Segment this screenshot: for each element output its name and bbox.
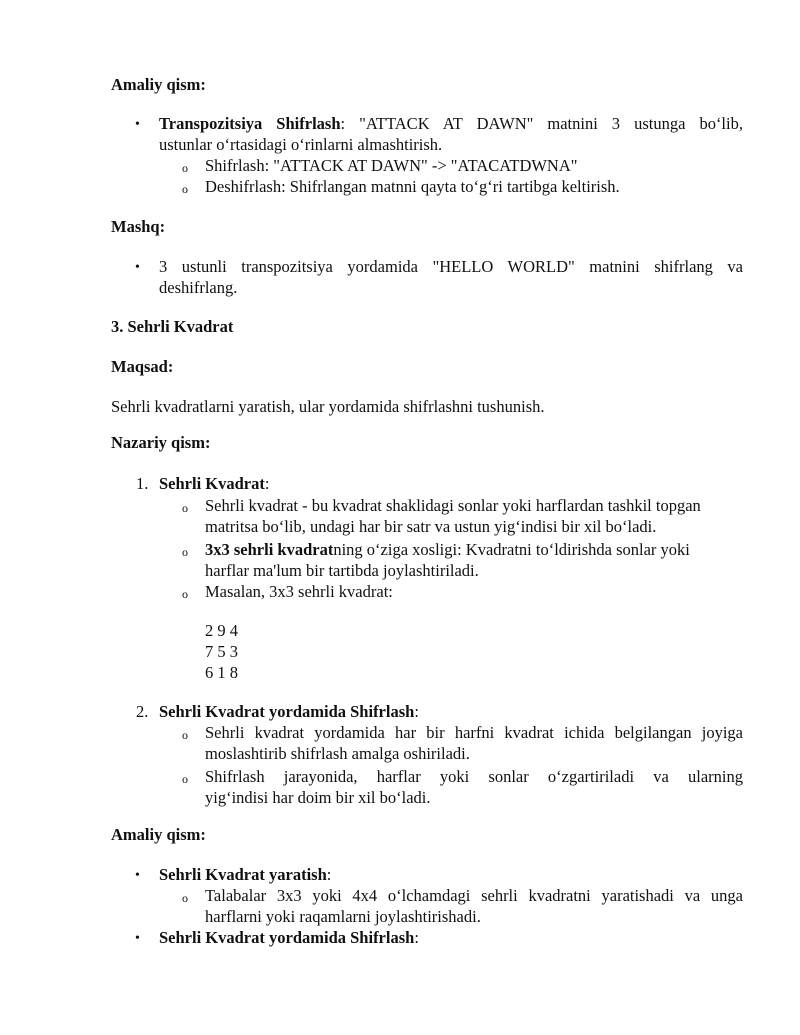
- sub-bullet-marker: o: [182, 545, 188, 559]
- sub-bullet-marker: o: [182, 728, 188, 742]
- sub-item-definition-line1: Sehrli kvadrat - bu kvadrat shaklidagi sonlar yoki harflardan tashkil topgan: [205, 496, 701, 515]
- bullet-colon: :: [326, 865, 332, 884]
- sub-item-masalan: Masalan, 3x3 sehrli kvadrat:: [205, 582, 393, 601]
- list-number: 1.: [136, 474, 149, 493]
- sub-item-definition-line2: matritsa bo‘lib, undagi har bir satr va ustun yig‘indisi bir xil bo‘ladi.: [205, 517, 657, 536]
- bullet-marker: •: [135, 868, 140, 883]
- list-item-colon: :: [264, 474, 270, 493]
- sub-item-harf-line1-text: Sehrli kvadrat yordamida har bir harfni kvadrat ichida belgilangan joyiga: [205, 723, 743, 742]
- sub-item-3x3-rest: ning o‘ziga xosligi: Kvadratni to‘ldirishda sonlar yoki: [333, 540, 690, 559]
- sub-item-jarayon-line1: Shifrlash jarayonida, harflar yoki sonlar o‘zgartiriladi va ularning: [205, 767, 743, 786]
- sub-bullet-marker: o: [182, 182, 188, 196]
- list-item-bold-label: Sehrli Kvadrat yordamida Shifrlash: [159, 702, 415, 721]
- magic-square-row: 7 5 3: [205, 642, 238, 661]
- sub-bullet-marker: o: [182, 891, 188, 905]
- bullet-bold-label: Sehrli Kvadrat yaratish: [159, 865, 327, 884]
- section-heading-maqsad: Maqsad:: [111, 357, 174, 376]
- bullet-text: : "ATTACK AT DAWN" matnini 3 ustunga bo‘lib,: [340, 114, 743, 133]
- list-item-sehrli-shifrlash: [159, 701, 419, 723]
- bullet-bold-label: Transpozitsiya Shifrlash: [159, 114, 341, 133]
- sub-bullet-marker: o: [182, 161, 188, 175]
- list-item-sehrli-kvadrat: [159, 473, 269, 495]
- sub-item-3x3-bold: 3x3 sehrli kvadrat: [205, 540, 334, 559]
- section-title-sehrli-kvadrat: 3. Sehrli Kvadrat: [111, 317, 234, 336]
- bullet-transpozitsiya-line1: [159, 113, 743, 135]
- sub-bullet-marker: o: [182, 501, 188, 515]
- sub-item-jarayon-line2: yig‘indisi har doim bir xil bo‘ladi.: [205, 788, 431, 807]
- bullet-transpozitsiya-line2: ustunlar o‘rtasidagi o‘rinlarni almashtirish.: [159, 135, 443, 154]
- bullet-marker: •: [135, 260, 140, 275]
- sub-item-harf-line2: moslashtirib shifrlash amalga oshiriladi.: [205, 744, 470, 763]
- bullet-colon: :: [414, 928, 419, 947]
- mashq-line2: deshifrlang.: [159, 278, 238, 297]
- maqsad-text: Sehrli kvadratlarni yaratish, ular yordamida shifrlashni tushunish.: [111, 397, 545, 416]
- sub-bullet-marker: o: [182, 772, 188, 786]
- sub-item-shifrlash: Shifrlash: "ATTACK AT DAWN" -> "ATACATDWNA": [205, 156, 578, 175]
- sub-item-talabalar-line2: harflarni yoki raqamlarni joylashtirishadi.: [205, 907, 481, 926]
- magic-square-row: 2 9 4: [205, 621, 238, 640]
- mashq-line1-text: 3 ustunli transpozitsiya yordamida "HELLO WORLD" matnini shifrlang va: [159, 257, 743, 276]
- bullet-marker: •: [135, 931, 140, 946]
- bullet-marker: •: [135, 117, 140, 132]
- section-heading-nazariy: Nazariy qism:: [111, 433, 211, 452]
- magic-square-row: 6 1 8: [205, 663, 238, 682]
- section-heading-amaliy-1: Amaliy qism:: [111, 75, 206, 94]
- section-heading-mashq: Mashq:: [111, 217, 166, 236]
- bullet-shifrlash: [159, 927, 419, 949]
- section-heading-amaliy-2: Amaliy qism:: [111, 825, 206, 844]
- mashq-line1: [159, 256, 743, 278]
- sub-item-talabalar-line1: Talabalar 3x3 yoki 4x4 o‘lchamdagi sehrli kvadratni yaratishadi va unga: [205, 886, 743, 905]
- sub-item-harf-line1: [205, 722, 743, 744]
- list-item-colon: :: [414, 702, 419, 721]
- bullet-bold-label: Sehrli Kvadrat yordamida Shifrlash: [159, 928, 415, 947]
- sub-item-deshifrlash: Deshifrlash: Shifrlangan matnni qayta to‘g‘ri tartibga keltirish.: [205, 177, 620, 196]
- list-item-bold-label: Sehrli Kvadrat: [159, 474, 265, 493]
- sub-item-3x3-line2: harflar ma'lum bir tartibda joylashtiriladi.: [205, 561, 479, 580]
- bullet-yaratish: [159, 864, 331, 886]
- sub-bullet-marker: o: [182, 587, 188, 601]
- sub-item-3x3-line1: [205, 539, 690, 561]
- list-number: 2.: [136, 702, 149, 721]
